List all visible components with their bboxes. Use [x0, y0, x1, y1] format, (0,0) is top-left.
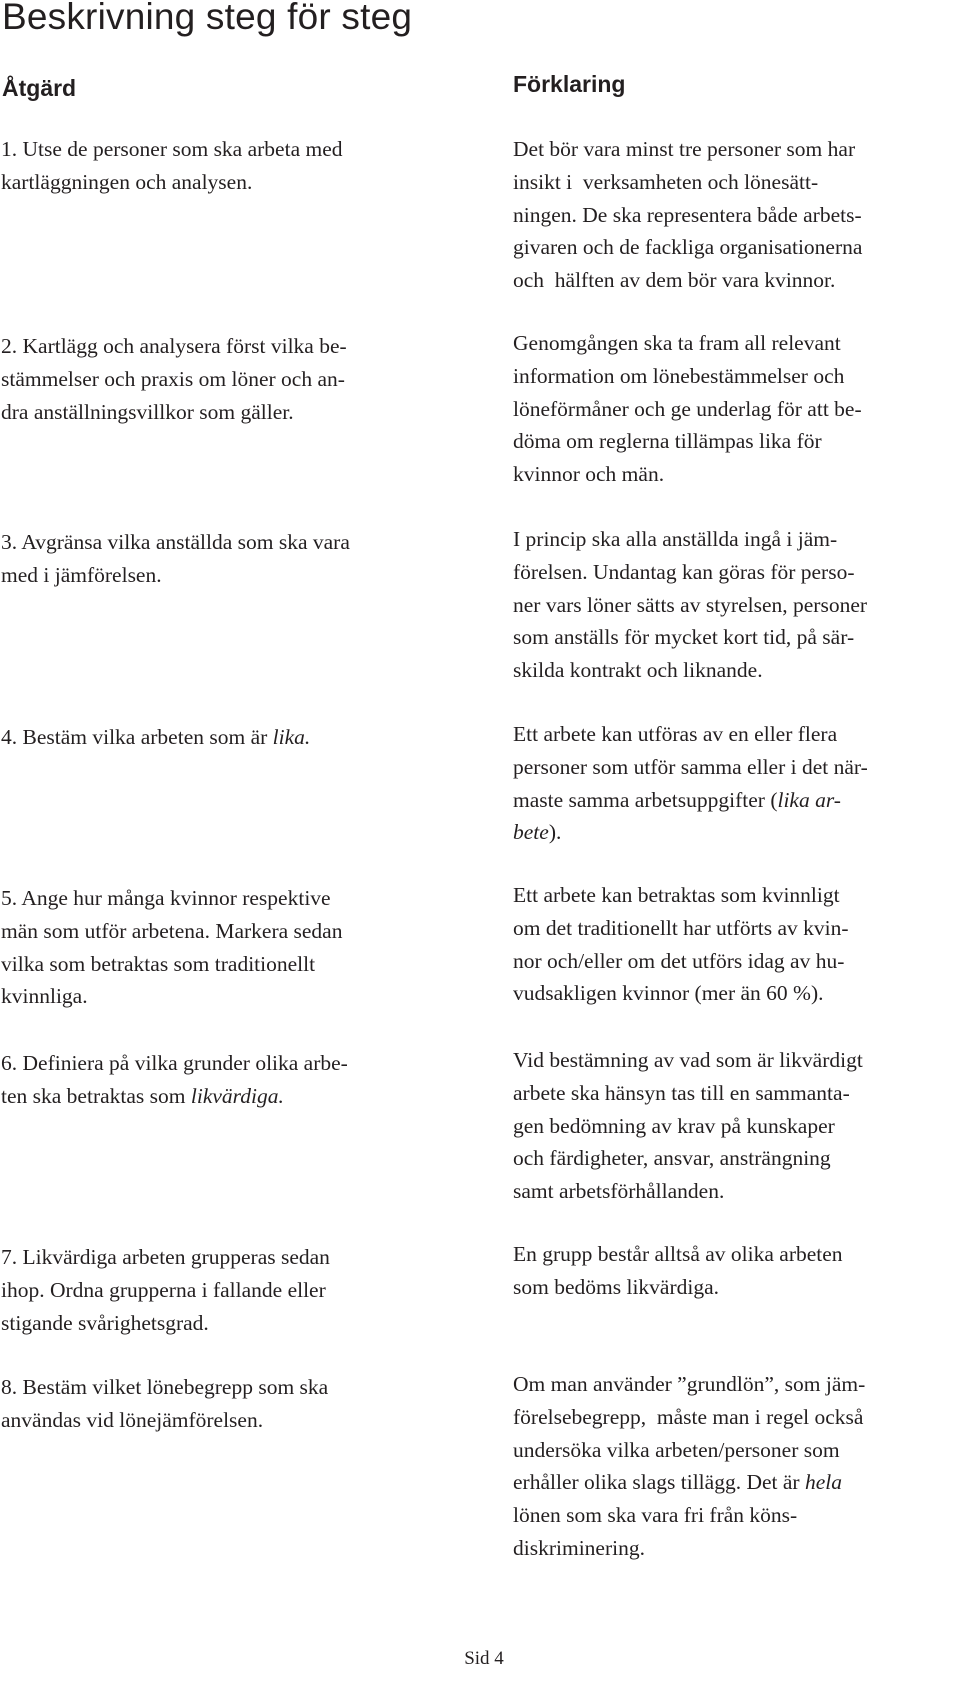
step-8-explanation-emphasis: hela: [804, 1470, 842, 1495]
step-1-explanation: Det bör vara minst tre personer som har insikt i verksamheten och lönesätt- ningen. De ska representera både arbets- givaren och de fackliga organisationerna och hälften av dem bör vara kvinnor.: [513, 137, 863, 293]
step-6-action-text: 6. Definiera på vilka grunder olika arbe- ten ska betraktas som: [1, 1051, 348, 1108]
step-2-explanation: Genomgången ska ta fram all relevant information om lönebestämmelser och löneförmåner och ge underlag för att be- döma om reglerna tillämpas lika för kvinnor och män.: [513, 331, 862, 487]
step-6-explanation: Vid bestämning av vad som är likvärdigt arbete ska hänsyn tas till en sammanta- gen bedömning av krav på kunskaper och färdigheter, ansvar, ansträngning samt arbetsförhållanden.: [513, 1048, 863, 1204]
step-8-explanation-text: Om man använder ”grundlön”, som jäm- förelsebegrepp, måste man i regel också undersöka vilka arbeten/personer som erhåller olika slags tillägg. Det är: [513, 1372, 866, 1495]
step-3-explanation: I princip ska alla anställda ingå i jäm- förelsen. Undantag kan göras för perso- ner vars löner sätts av styrelsen, personer som anställs för mycket kort tid, på sär- skilda kontrakt och liknande.: [513, 527, 868, 683]
step-8-action: 8. Bestäm vilket lönebegrepp som ska användas vid lönejämförelsen.: [1, 1375, 329, 1432]
step-4-action: [1, 721, 471, 754]
step-6-action: [1, 1047, 471, 1113]
page-number: Sid 4: [464, 1648, 504, 1669]
step-2-action: 2. Kartlägg och analysera först vilka be- stämmelser och praxis om löner och an- dra anställningsvillkor som gäller.: [1, 334, 347, 424]
step-3-action: 3. Avgränsa vilka anställda som ska vara med i jämförelsen.: [1, 530, 350, 587]
step-8-explanation: [513, 1368, 958, 1565]
step-4-action-text: 4. Bestäm vilka arbeten som är: [1, 725, 273, 749]
step-7-action: 7. Likvärdiga arbeten grupperas sedan ihop. Ordna grupperna i fallande eller stigande svårighetsgrad.: [1, 1245, 330, 1335]
step-5-action: 5. Ange hur många kvinnor respektive män som utför arbetena. Markera sedan vilka som betraktas som traditionellt kvinnliga.: [1, 886, 343, 1009]
step-4-action-emphasis: lika.: [272, 725, 311, 749]
column-heading-action: Åtgärd: [2, 75, 77, 101]
step-5-explanation: Ett arbete kan betraktas som kvinnligt om det traditionellt har utförts av kvin- nor och/eller om det utförs idag av hu- vudsakligen kvinnor (mer än 60 %).: [513, 883, 849, 1006]
step-4-explanation: [513, 718, 958, 849]
step-4-explanation-emphasis: lika ar- bete: [513, 787, 841, 845]
step-6-action-emphasis: likvärdiga.: [190, 1083, 284, 1108]
step-4-explanation-end: ).: [548, 820, 562, 845]
page-footer: [0, 1648, 960, 1670]
column-heading-explanation: Förklaring: [513, 71, 626, 97]
step-4-explanation-text: Ett arbete kan utföras av en eller flera personer som utför samma eller i det när- maste samma arbetsuppgifter (: [513, 722, 868, 812]
step-1-action: 1. Utse de personer som ska arbeta med kartläggningen och analysen.: [1, 137, 343, 194]
step-8-explanation-end: lönen som ska vara fri från köns- diskriminering.: [513, 1503, 798, 1560]
page-title: Beskrivning steg för steg: [2, 0, 413, 37]
step-7-explanation: En grupp består alltså av olika arbeten som bedöms likvärdiga.: [513, 1242, 843, 1299]
